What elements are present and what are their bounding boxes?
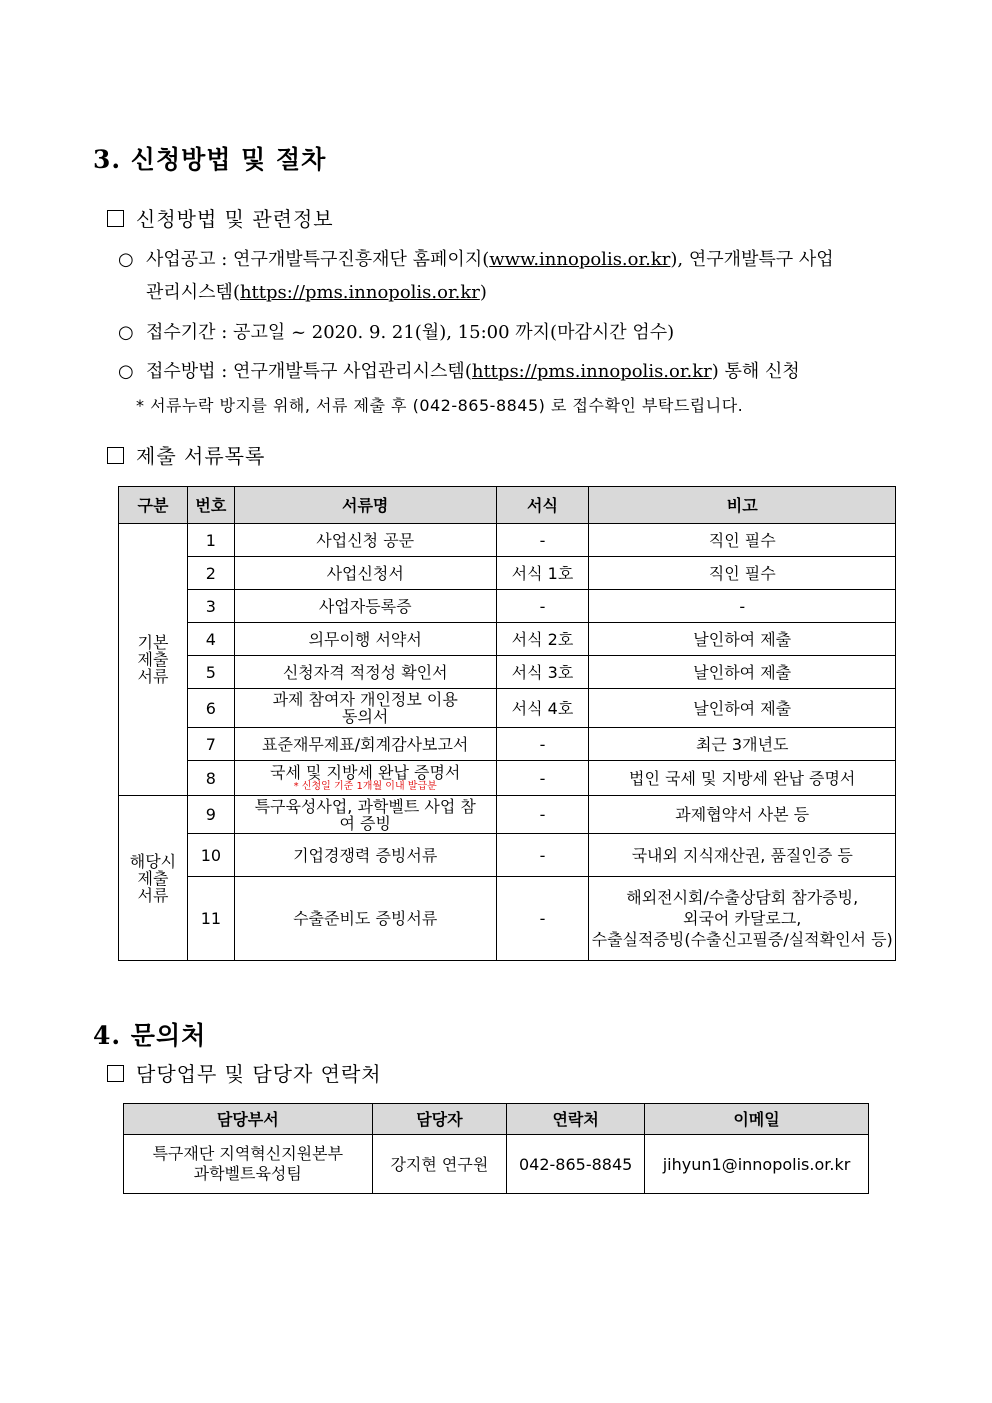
subsection-contact-label: 담당업무 및 담당자 연락처 bbox=[136, 1062, 382, 1086]
contact-table-header bbox=[124, 1104, 869, 1135]
row-number: 2 bbox=[187, 557, 234, 590]
bullet-announcement-line2 bbox=[146, 278, 487, 304]
header-department: 담당부서 bbox=[124, 1104, 373, 1135]
table-row bbox=[119, 590, 896, 623]
row-number: 9 bbox=[187, 796, 234, 834]
row-form: - bbox=[496, 590, 589, 623]
bullet-circle-icon: ○ bbox=[118, 322, 134, 343]
row-number: 7 bbox=[187, 728, 234, 761]
row-doc-name-cell bbox=[234, 761, 496, 796]
table-row bbox=[119, 796, 896, 834]
table-row bbox=[119, 728, 896, 761]
document-table-header bbox=[119, 487, 896, 524]
row-doc-name: 신청자격 적정성 확인서 bbox=[234, 656, 496, 689]
group-basic-docs: 기본 제출 서류 bbox=[119, 524, 188, 796]
row-form: 서식 2호 bbox=[496, 623, 589, 656]
row-number: 11 bbox=[187, 877, 234, 961]
row-doc-name: 수출준비도 증빙서류 bbox=[234, 877, 496, 961]
table-row bbox=[119, 623, 896, 656]
header-category: 구분 bbox=[119, 487, 188, 524]
row-number: 3 bbox=[187, 590, 234, 623]
row-doc-name: 과제 참여자 개인정보 이용 동의서 bbox=[234, 689, 496, 728]
pms-link-1[interactable]: https://pms.innopolis.or.kr bbox=[239, 282, 480, 303]
row-doc-name: 의무이행 서약서 bbox=[234, 623, 496, 656]
method-prefix: 접수방법 : 연구개발특구 사업관리시스템( bbox=[146, 361, 472, 382]
row-doc-name: 표준재무제표/회계감사보고서 bbox=[234, 728, 496, 761]
table-row bbox=[119, 834, 896, 877]
bullet-period bbox=[118, 318, 674, 344]
announcement-prefix: 사업공고 : 연구개발특구진흥재단 홈페이지( bbox=[146, 249, 490, 270]
contact-email[interactable]: jihyun1@innopolis.or.kr bbox=[645, 1135, 869, 1194]
header-person: 담당자 bbox=[372, 1104, 507, 1135]
row-doc-name: 국세 및 지방세 완납 증명서 bbox=[270, 763, 461, 782]
bullet-circle-icon: ○ bbox=[118, 361, 134, 382]
table-row bbox=[119, 656, 896, 689]
contact-row bbox=[124, 1135, 869, 1194]
row-number: 4 bbox=[187, 623, 234, 656]
table-row bbox=[119, 557, 896, 590]
table-row bbox=[119, 761, 896, 796]
contact-table bbox=[123, 1103, 869, 1194]
row-doc-name: 기업경쟁력 증빙서류 bbox=[234, 834, 496, 877]
row-doc-name: 특구육성사업, 과학벨트 사업 참여 증빙 bbox=[234, 796, 496, 834]
row-doc-name: 사업자등록증 bbox=[234, 590, 496, 623]
row-remarks: 날인하여 제출 bbox=[589, 623, 896, 656]
bullet-circle-icon: ○ bbox=[118, 249, 134, 270]
pms-link-2[interactable]: https://pms.innopolis.or.kr bbox=[471, 361, 712, 382]
checkbox-square-icon bbox=[107, 447, 124, 464]
header-number: 번호 bbox=[187, 487, 234, 524]
innopolis-homepage-link[interactable]: www.innopolis.or.kr bbox=[489, 249, 671, 270]
row-number: 10 bbox=[187, 834, 234, 877]
header-email: 이메일 bbox=[645, 1104, 869, 1135]
table-row bbox=[119, 877, 896, 961]
row-remarks: 국내외 지식재산권, 품질인증 등 bbox=[589, 834, 896, 877]
bullet-announcement bbox=[118, 245, 834, 271]
row-remarks: 최근 3개년도 bbox=[589, 728, 896, 761]
row-remarks: 날인하여 제출 bbox=[589, 656, 896, 689]
bullet-method bbox=[118, 357, 800, 383]
row-remarks: 법인 국세 및 지방세 완납 증명서 bbox=[589, 761, 896, 796]
row-form: - bbox=[496, 761, 589, 796]
row-number: 6 bbox=[187, 689, 234, 728]
header-remarks: 비고 bbox=[589, 487, 896, 524]
section-4-title: 4. 문의처 bbox=[93, 1021, 207, 1050]
row-form: - bbox=[496, 834, 589, 877]
subsection-apply-info-label: 신청방법 및 관련정보 bbox=[136, 207, 334, 231]
row-doc-name: 사업신청서 bbox=[234, 557, 496, 590]
header-form: 서식 bbox=[496, 487, 589, 524]
row-doc-subnote: * 신청일 기준 1개월 이내 발급분 bbox=[293, 781, 437, 792]
row-form: 서식 3호 bbox=[496, 656, 589, 689]
header-phone: 연락처 bbox=[507, 1104, 645, 1135]
row-form: - bbox=[496, 796, 589, 834]
row-remarks: 날인하여 제출 bbox=[589, 689, 896, 728]
subsection-doc-list-label: 제출 서류목록 bbox=[136, 444, 266, 468]
row-form: - bbox=[496, 524, 589, 557]
header-doc-name: 서류명 bbox=[234, 487, 496, 524]
announcement-mid: ), 연구개발특구 사업 bbox=[670, 249, 834, 270]
contact-phone: 042-865-8845 bbox=[507, 1135, 645, 1194]
row-number: 8 bbox=[187, 761, 234, 796]
group-conditional-docs: 해당시 제출 서류 bbox=[119, 796, 188, 961]
checkbox-square-icon bbox=[107, 1065, 124, 1082]
document-table bbox=[118, 486, 896, 961]
subsection-apply-info bbox=[107, 203, 334, 232]
row-remarks: 해외전시회/수출상담회 참가증빙, 외국어 카달로그, 수출실적증빙(수출신고필증/실적확인서 등) bbox=[589, 877, 896, 961]
row-doc-name: 사업신청 공문 bbox=[234, 524, 496, 557]
row-number: 1 bbox=[187, 524, 234, 557]
announcement-line2-prefix: 관리시스템( bbox=[146, 282, 240, 303]
submission-note: * 서류누락 방지를 위해, 서류 제출 후 (042-865-8845) 로 접수확인 부탁드립니다. bbox=[136, 396, 744, 415]
row-form: 서식 1호 bbox=[496, 557, 589, 590]
row-remarks: 직인 필수 bbox=[589, 524, 896, 557]
method-suffix: ) 통해 신청 bbox=[711, 361, 800, 382]
row-remarks: 직인 필수 bbox=[589, 557, 896, 590]
row-remarks: - bbox=[589, 590, 896, 623]
period-text: 접수기간 : 공고일 ~ 2020. 9. 21(월), 15:00 까지(마감시간 엄수) bbox=[146, 322, 675, 343]
announcement-line2-suffix: ) bbox=[479, 282, 487, 303]
checkbox-square-icon bbox=[107, 210, 124, 227]
row-form: - bbox=[496, 877, 589, 961]
table-row bbox=[119, 524, 896, 557]
subsection-contact bbox=[107, 1058, 382, 1087]
row-number: 5 bbox=[187, 656, 234, 689]
row-form: - bbox=[496, 728, 589, 761]
section-3-title: 3. 신청방법 및 절차 bbox=[93, 145, 327, 174]
row-form: 서식 4호 bbox=[496, 689, 589, 728]
row-remarks: 과제협약서 사본 등 bbox=[589, 796, 896, 834]
contact-department: 특구재단 지역혁신지원본부 과학벨트육성팀 bbox=[124, 1135, 373, 1194]
contact-person: 강지현 연구원 bbox=[372, 1135, 507, 1194]
subsection-doc-list bbox=[107, 440, 265, 469]
table-row bbox=[119, 689, 896, 728]
